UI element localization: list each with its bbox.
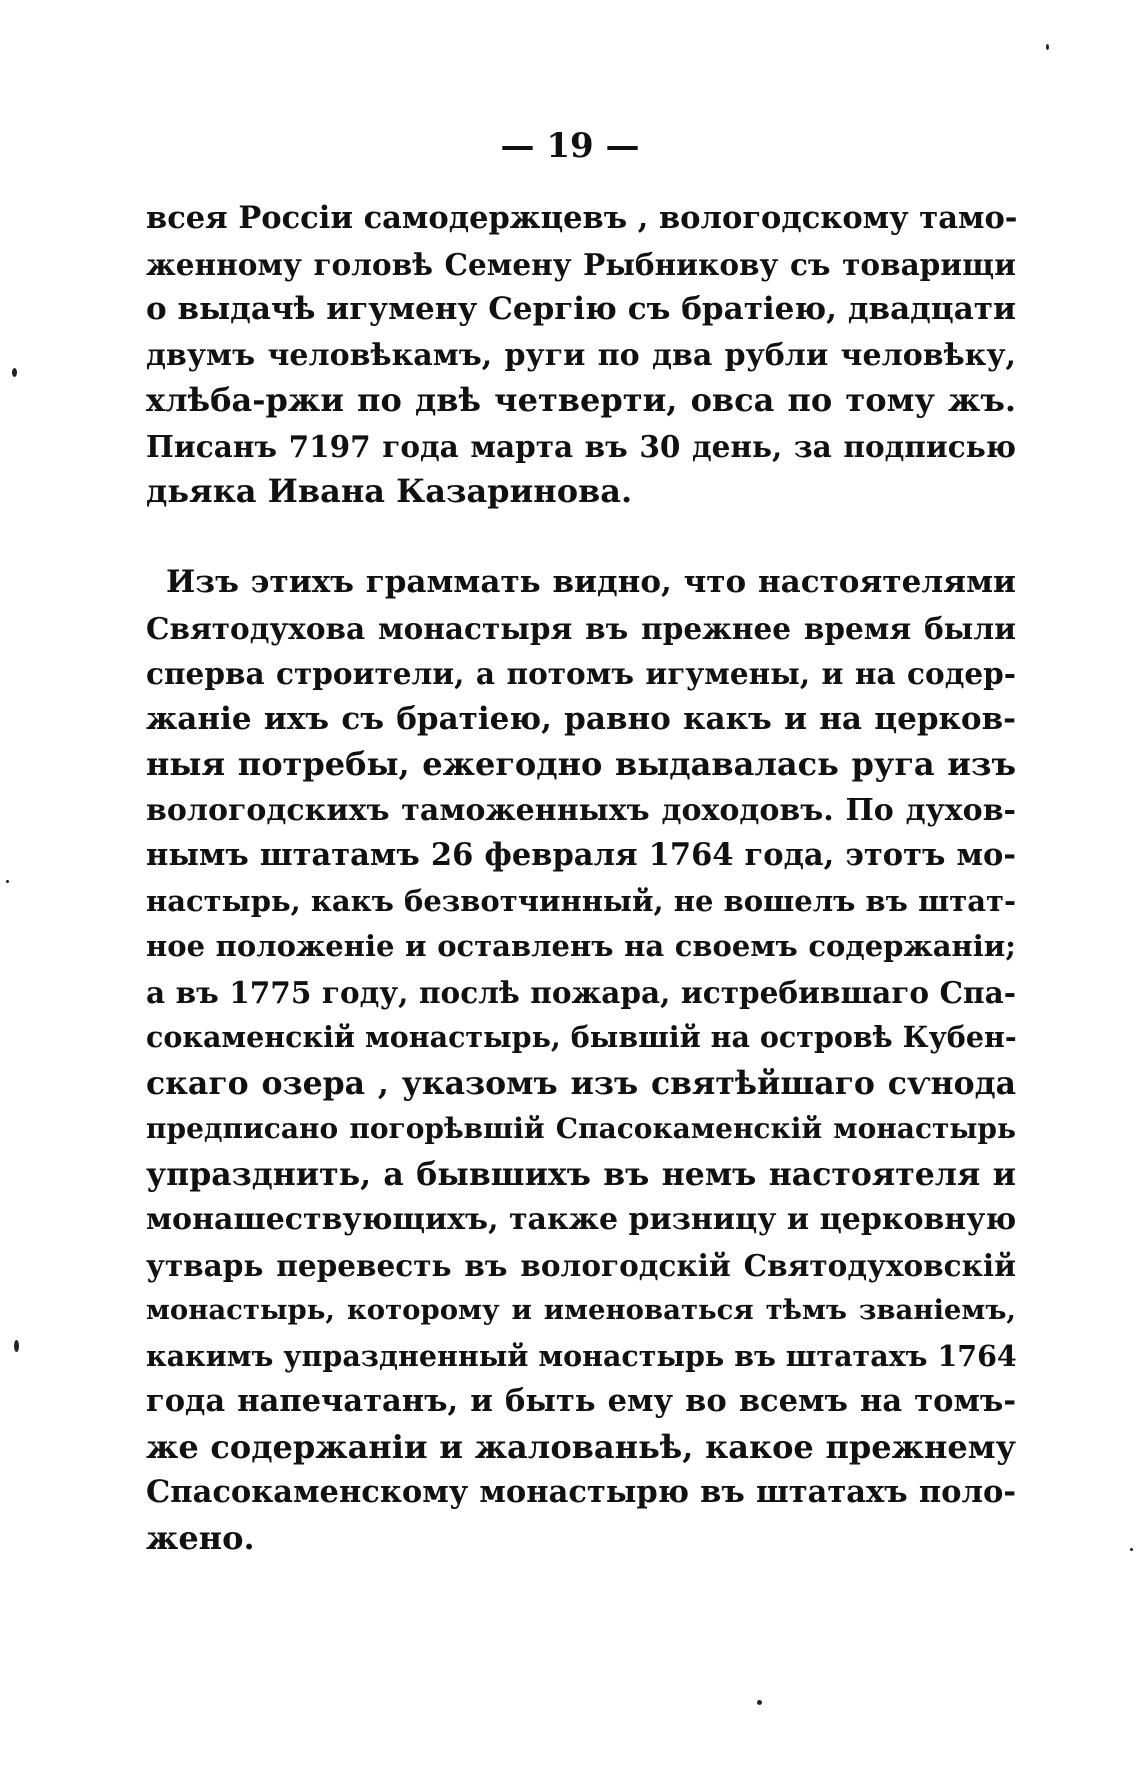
scan-speck bbox=[1046, 44, 1049, 50]
paragraph-2 bbox=[146, 560, 1016, 1561]
text-line: года напечатанъ, и быть ему во всемъ на томъ- bbox=[146, 1383, 1016, 1419]
text-line: скаго озера , указомъ изъ святѣйшаго сѵнода bbox=[146, 1064, 1016, 1102]
text-line: какимъ упраздненный монастырь въ штатахъ 1764 bbox=[146, 1338, 1017, 1373]
scan-speck bbox=[12, 368, 17, 377]
text-line: настырь, какъ безвотчинный, не вошелъ въ штат- bbox=[146, 883, 1016, 918]
scan-speck bbox=[6, 880, 9, 883]
text-line: жено. bbox=[146, 1518, 255, 1557]
scan-speck bbox=[14, 1340, 19, 1352]
text-line: утварь перевесть въ вологодскій Святодуховскій bbox=[146, 1247, 1016, 1283]
text-line: Святодухова монастыря въ прежнее время были bbox=[146, 610, 1016, 646]
page-number: — 19 — bbox=[500, 126, 640, 166]
scan-speck bbox=[757, 1700, 762, 1705]
text-line: сокаменскій монастырь, бывшій на островѣ Кубен- bbox=[146, 1020, 1017, 1054]
text-line: Изъ этихъ граммать видно, что настоятелями bbox=[166, 564, 1016, 600]
text-line: ныя потребы, ежегодно выдавалась руга изъ bbox=[146, 745, 1016, 783]
text-line: хлѣба-ржи по двѣ четверти, овса по тому жъ. bbox=[146, 381, 1016, 419]
text-line: о выдачѣ игумену Сергію съ братіею, двадцати bbox=[146, 291, 1016, 327]
text-line: Спасокаменскому монастырю въ штатахъ поло- bbox=[146, 1474, 1016, 1510]
text-line: дьяка Ивана Казаринова. bbox=[146, 472, 633, 510]
text-line: вологодскихъ таможенныхъ доходовъ. По духов- bbox=[146, 792, 1016, 828]
text-line: а въ 1775 году, послѣ пожара, истребившаго Спа- bbox=[146, 974, 1016, 1010]
text-line: ное положеніе и оставленъ на своемъ содержаніи; bbox=[146, 929, 1016, 963]
text-line: женному головѣ Семену Рыбникову съ товарищи bbox=[146, 246, 1016, 282]
text-line: сперва строители, а потомъ игумены, и на содер- bbox=[146, 656, 1016, 691]
text-line: жаніе ихъ съ братіею, равно какъ и на церков- bbox=[146, 700, 1016, 737]
text-line: упразднить, а бывшихъ въ немъ настоятеля и bbox=[146, 1155, 1016, 1193]
paragraph-1 bbox=[146, 196, 1016, 515]
text-line: монашествующихъ, также ризницу и церковную bbox=[146, 1202, 1017, 1237]
text-line: же содержаніи и жалованьѣ, какое прежнему bbox=[146, 1427, 1016, 1466]
text-line: нымъ штатамъ 26 февраля 1764 года, этотъ мо- bbox=[146, 837, 1016, 873]
scan-speck bbox=[1130, 1548, 1133, 1551]
text-line: всея Россіи самодержцевъ , вологодскому тамо- bbox=[146, 200, 1018, 236]
text-line: Писанъ 7197 года марта въ 30 день, за подписью bbox=[146, 428, 1016, 464]
text-line: двумъ человѣкамъ, руги по два рубли человѣку, bbox=[146, 337, 1016, 373]
text-line: предписано погорѣвшій Спасокаменскій монастырь bbox=[146, 1112, 1016, 1145]
text-line: монастырь, которому и именоваться тѣмъ званіемъ, bbox=[146, 1294, 1016, 1326]
